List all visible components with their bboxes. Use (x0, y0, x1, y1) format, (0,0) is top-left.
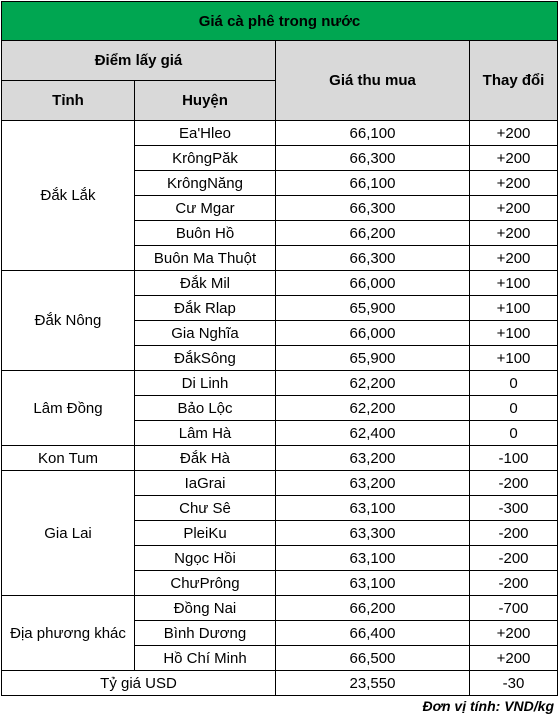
province-cell: Gia Lai (2, 471, 135, 596)
price-cell: 62,200 (276, 396, 470, 421)
price-cell: 62,200 (276, 371, 470, 396)
table-row (2, 596, 558, 621)
header-price: Giá thu mua (276, 41, 470, 121)
exchange-rate-change: -30 (470, 671, 558, 696)
change-cell: +200 (470, 246, 558, 271)
district-cell: Gia Nghĩa (135, 321, 276, 346)
change-cell: +100 (470, 321, 558, 346)
price-cell: 63,300 (276, 521, 470, 546)
change-cell: -200 (470, 521, 558, 546)
change-cell: +200 (470, 221, 558, 246)
province-cell: Địa phương khác (2, 596, 135, 671)
price-cell: 66,000 (276, 271, 470, 296)
district-cell: Bình Dương (135, 621, 276, 646)
change-cell: +200 (470, 621, 558, 646)
province-cell: Lâm Đồng (2, 371, 135, 446)
table-title: Giá cà phê trong nước (2, 2, 558, 41)
district-cell: Lâm Hà (135, 421, 276, 446)
change-cell: +200 (470, 121, 558, 146)
district-cell: Buôn Ma Thuột (135, 246, 276, 271)
price-cell: 63,100 (276, 496, 470, 521)
district-cell: Ngọc Hồi (135, 546, 276, 571)
price-cell: 66,300 (276, 246, 470, 271)
header-district: Huyện (135, 81, 276, 121)
table-row (2, 271, 558, 296)
district-cell: Đồng Nai (135, 596, 276, 621)
district-cell: Di Linh (135, 371, 276, 396)
district-cell: ChưPrông (135, 571, 276, 596)
district-cell: Cư Mgar (135, 196, 276, 221)
district-cell: KrôngPăk (135, 146, 276, 171)
coffee-price-table (1, 1, 558, 696)
district-cell: Buôn Hồ (135, 221, 276, 246)
unit-note: Đơn vị tính: VND/kg (422, 698, 554, 714)
change-cell: -200 (470, 571, 558, 596)
change-cell: -100 (470, 446, 558, 471)
district-cell: Chư Sê (135, 496, 276, 521)
change-cell: 0 (470, 371, 558, 396)
district-cell: Đắk Hà (135, 446, 276, 471)
change-cell: +100 (470, 346, 558, 371)
price-cell: 63,200 (276, 446, 470, 471)
change-cell: +100 (470, 271, 558, 296)
price-cell: 66,500 (276, 646, 470, 671)
change-cell: -200 (470, 471, 558, 496)
province-cell: Đắk Nông (2, 271, 135, 371)
district-cell: Bảo Lộc (135, 396, 276, 421)
exchange-rate-value: 23,550 (276, 671, 470, 696)
price-cell: 66,300 (276, 196, 470, 221)
price-cell: 65,900 (276, 346, 470, 371)
exchange-rate-row (2, 671, 558, 696)
change-cell: +200 (470, 646, 558, 671)
district-cell: Đắk Rlap (135, 296, 276, 321)
price-cell: 66,100 (276, 121, 470, 146)
price-cell: 66,200 (276, 596, 470, 621)
change-cell: -700 (470, 596, 558, 621)
district-cell: KrôngNăng (135, 171, 276, 196)
change-cell: +200 (470, 146, 558, 171)
price-cell: 63,100 (276, 571, 470, 596)
price-cell: 63,200 (276, 471, 470, 496)
price-cell: 66,100 (276, 171, 470, 196)
table-row (2, 121, 558, 146)
table-row (2, 471, 558, 496)
price-cell: 63,100 (276, 546, 470, 571)
district-cell: IaGrai (135, 471, 276, 496)
district-cell: ĐắkSông (135, 346, 276, 371)
change-cell: -200 (470, 546, 558, 571)
table-row (2, 371, 558, 396)
price-cell: 66,400 (276, 621, 470, 646)
change-cell: +200 (470, 171, 558, 196)
table-row (2, 446, 558, 471)
price-cell: 66,000 (276, 321, 470, 346)
district-cell: PleiKu (135, 521, 276, 546)
district-cell: Ea'Hleo (135, 121, 276, 146)
header-change: Thay đổi (470, 41, 558, 121)
price-cell: 65,900 (276, 296, 470, 321)
exchange-rate-label: Tỷ giá USD (2, 671, 276, 696)
price-cell: 66,300 (276, 146, 470, 171)
district-cell: Hồ Chí Minh (135, 646, 276, 671)
change-cell: 0 (470, 396, 558, 421)
price-cell: 62,400 (276, 421, 470, 446)
table-body (2, 121, 558, 671)
province-cell: Kon Tum (2, 446, 135, 471)
province-cell: Đắk Lắk (2, 121, 135, 271)
header-location: Điểm lấy giá (2, 41, 276, 81)
change-cell: +100 (470, 296, 558, 321)
change-cell: -300 (470, 496, 558, 521)
change-cell: 0 (470, 421, 558, 446)
price-cell: 66,200 (276, 221, 470, 246)
change-cell: +200 (470, 196, 558, 221)
district-cell: Đắk Mil (135, 271, 276, 296)
header-province: Tỉnh (2, 81, 135, 121)
